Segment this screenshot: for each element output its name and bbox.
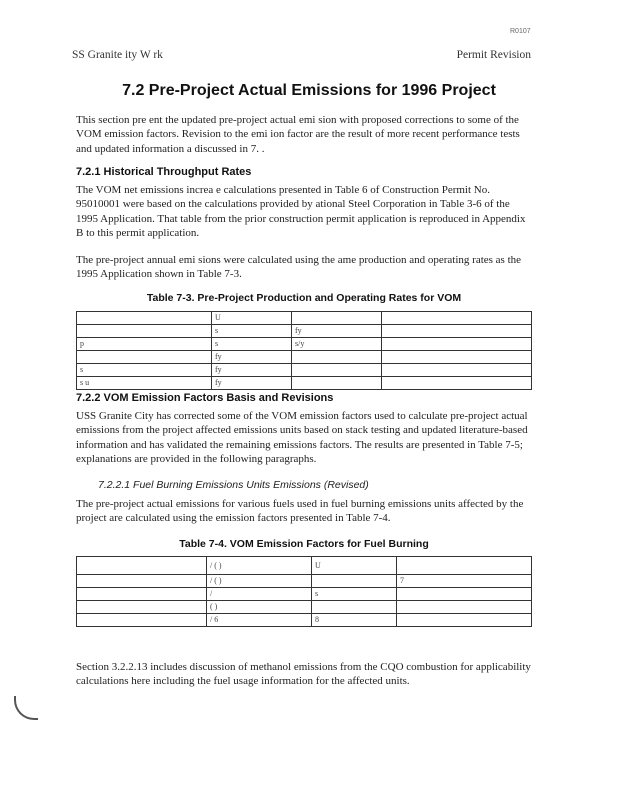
table-cell	[77, 557, 207, 575]
table-cell: fy	[212, 364, 292, 377]
table-cell	[312, 575, 397, 588]
table-cell: s	[212, 325, 292, 338]
table-7-4-caption: Table 7-4. VOM Emission Factors for Fuel Burning	[179, 538, 429, 550]
scan-artifact-mark	[14, 696, 38, 720]
table-cell: fy	[212, 351, 292, 364]
table-cell	[397, 601, 532, 614]
table-cell	[77, 325, 212, 338]
table-cell: / ( )	[207, 575, 312, 588]
table-cell	[397, 614, 532, 627]
table-cell: fy	[292, 325, 382, 338]
running-header-right: Permit Revision	[456, 49, 531, 61]
table-cell	[312, 601, 397, 614]
table-cell: ( )	[207, 601, 312, 614]
table-cell: 7	[397, 575, 532, 588]
table-cell: U	[212, 312, 292, 325]
running-header-left: SS Granite ity W rk	[72, 49, 163, 61]
emission-factors-paragraph: USS Granite City has corrected some of the VOM emission factors used to calculate pre-project actual emissions from the project affected emissions units based on stack testing and updated literature-based information and has validated the remaining emissions factors. The results are presented in Table 7-5; explanations are provided in the following paragraphs.	[76, 410, 528, 466]
table-row	[77, 351, 532, 364]
table-cell: fy	[212, 377, 292, 390]
table-row	[77, 338, 532, 351]
table-cell	[292, 364, 382, 377]
subsection-heading-7-2-1: 7.2.1 Historical Throughput Rates	[76, 166, 252, 178]
table-cell	[77, 575, 207, 588]
table-cell: 8	[312, 614, 397, 627]
table-cell	[397, 588, 532, 601]
table-cell: s/y	[292, 338, 382, 351]
historical-throughput-paragraph: The VOM net emissions increa e calculations presented in Table 6 of Construction Permit No. 95010001 were based on the calculations provided by ational Steel Corporation in Table 3-6 of the 1995 Application. That table from the prior construction permit application is reproduced in Appendix B to this permit application.	[76, 184, 526, 240]
table-row	[77, 364, 532, 377]
table-cell	[382, 338, 532, 351]
table-cell	[292, 351, 382, 364]
section-title: 7.2 Pre-Project Actual Emissions for 1996 Project	[122, 82, 496, 99]
table-cell	[292, 377, 382, 390]
document-stamp: R0107	[510, 28, 531, 35]
table-row	[77, 601, 532, 614]
intro-paragraph: This section pre ent the updated pre-project actual emi sion with proposed corrections to some of the VOM emission factors. Revision to the emi ion factor are the result of more recent performance tests and updated information a discussed in 7. .	[76, 114, 520, 155]
table-cell: / 6	[207, 614, 312, 627]
table-7-3	[76, 311, 532, 390]
table-cell: U	[312, 557, 397, 575]
table-row	[77, 557, 532, 575]
fuel-burning-paragraph: The pre-project actual emissions for various fuels used in fuel burning emissions units affected by the project are calculated using the emission factors presented in Table 7-4.	[76, 498, 524, 525]
table-cell: s	[312, 588, 397, 601]
table-cell	[77, 351, 212, 364]
table-row	[77, 377, 532, 390]
table-cell	[77, 614, 207, 627]
table-cell: s u	[77, 377, 212, 390]
table-row	[77, 575, 532, 588]
table-cell: / ( )	[207, 557, 312, 575]
table-cell	[382, 351, 532, 364]
table-cell: s	[77, 364, 212, 377]
table-7-4	[76, 556, 532, 627]
table-cell	[77, 588, 207, 601]
table-cell	[382, 325, 532, 338]
table-row	[77, 325, 532, 338]
table-cell	[77, 601, 207, 614]
table-cell	[382, 377, 532, 390]
closing-paragraph: Section 3.2.2.13 includes discussion of methanol emissions from the CQO combustion for applicability calculations here including the fuel usage information for the affected units.	[76, 661, 531, 688]
pre-project-rates-paragraph: The pre-project annual emi sions were calculated using the ame production and operating rates as the 1995 Application shown in Table 7-3.	[76, 254, 522, 281]
table-7-4-body	[77, 557, 532, 627]
table-cell	[382, 364, 532, 377]
subsection-heading-7-2-2: 7.2.2 VOM Emission Factors Basis and Revisions	[76, 392, 334, 404]
table-cell: s	[212, 338, 292, 351]
table-cell: /	[207, 588, 312, 601]
table-cell	[77, 312, 212, 325]
table-row	[77, 588, 532, 601]
subsection-heading-7-2-2-1: 7.2.2.1 Fuel Burning Emissions Units Emissions (Revised)	[98, 479, 369, 491]
table-cell	[397, 557, 532, 575]
table-7-3-caption: Table 7-3. Pre-Project Production and Operating Rates for VOM	[146, 292, 462, 304]
table-cell	[382, 312, 532, 325]
table-cell	[292, 312, 382, 325]
table-cell: p	[77, 338, 212, 351]
table-7-3-body	[77, 312, 532, 390]
table-row	[77, 312, 532, 325]
table-row	[77, 614, 532, 627]
